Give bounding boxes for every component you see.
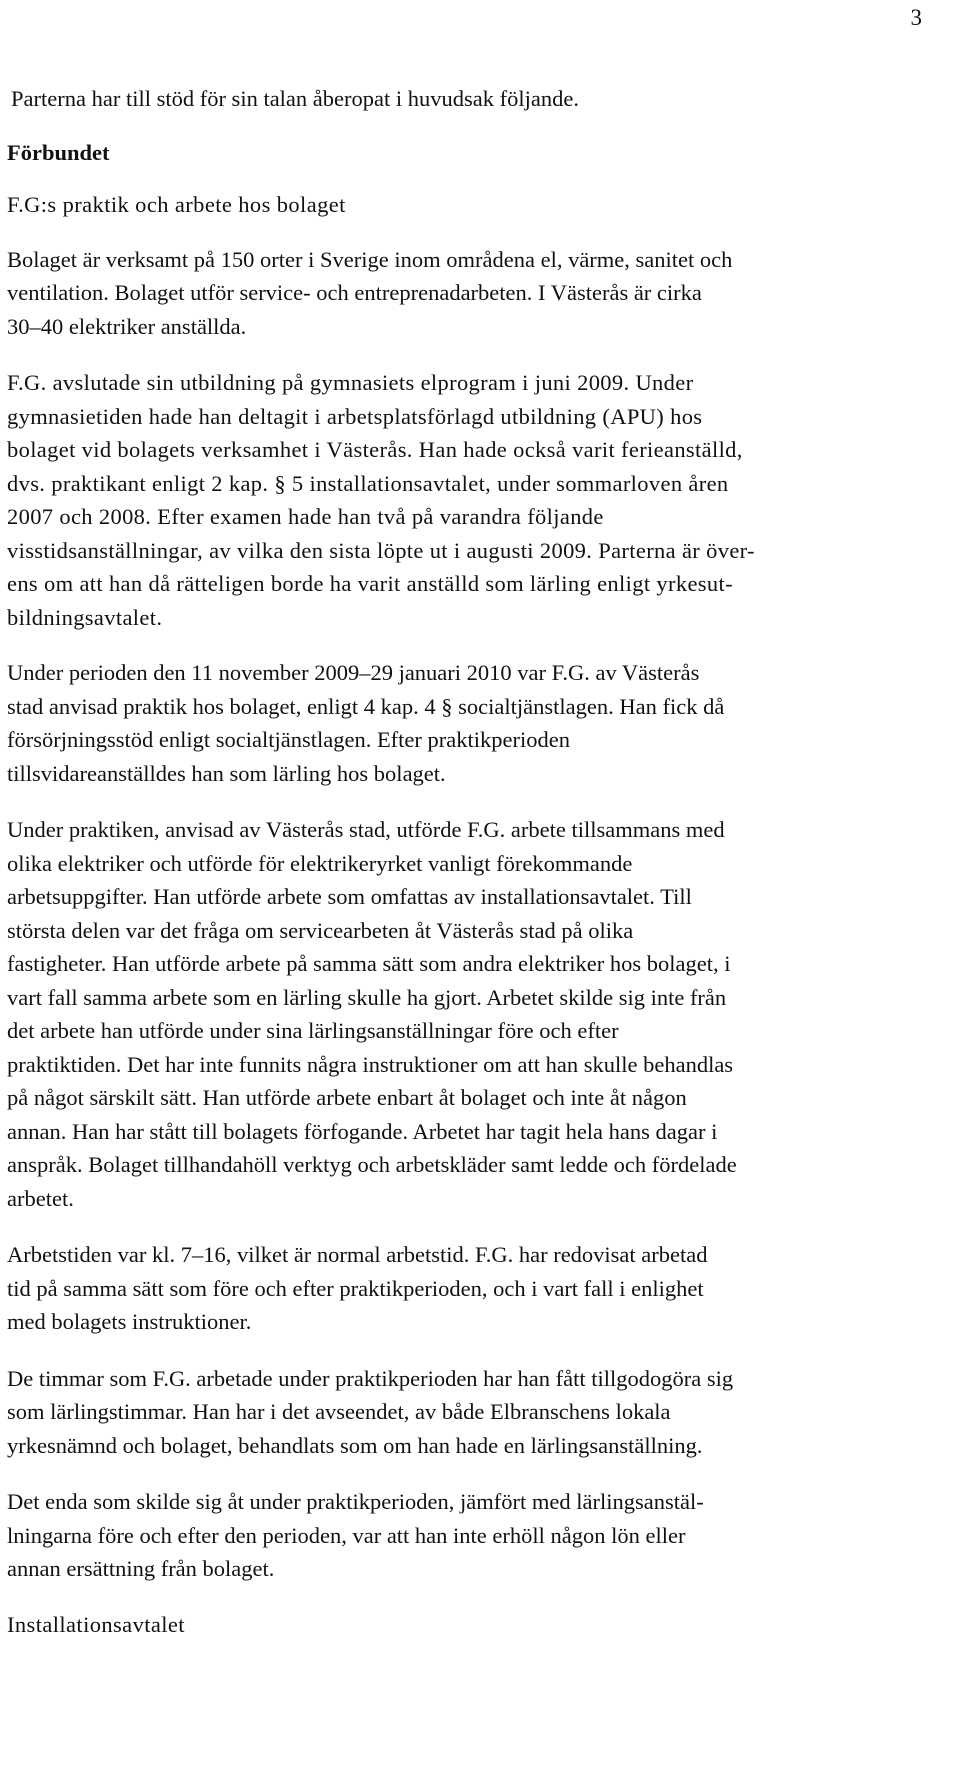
paragraph-apprentice-hours [7, 1362, 952, 1463]
paragraph-line: ventilation. Bolaget utför service- och entreprenadarbeten. I Västerås är cirka [7, 280, 702, 305]
paragraph-line: annan ersättning från bolaget. [7, 1556, 275, 1581]
paragraph-line: ens om att han då rätteligen borde ha varit anställd som lärling enligt yrkesut- [7, 571, 733, 596]
paragraph-line: arbetsuppgifter. Han utförde arbete som omfattas av installationsavtalet. Till [7, 884, 692, 909]
paragraph-line: Bolaget är verksamt på 150 orter i Sverige inom områdena el, värme, sanitet och [7, 246, 733, 272]
paragraph-line: lningarna före och efter den perioden, var att han inte erhöll någon lön eller [7, 1522, 686, 1548]
paragraph-line: annan. Han har stått till bolagets förfogande. Arbetet har tagit hela hans dagar i [7, 1118, 718, 1144]
page-number: 3 [910, 5, 922, 30]
paragraph-line: F.G. avslutade sin utbildning på gymnasiets elprogram i juni 2009. Under [7, 370, 694, 395]
paragraph-line: vart fall samma arbete som en lärling skulle ha gjort. Arbetet skilde sig inte från [7, 984, 727, 1010]
paragraph-line: visstidsanställningar, av vilka den sista löpte ut i augusti 2009. Parterna är över- [7, 537, 755, 563]
paragraph-line: som lärlingstimmar. Han har i det avseendet, av både Elbranschens lokala [7, 1399, 671, 1424]
final-section-heading: Installationsavtalet [7, 1611, 185, 1637]
paragraph-line: bildningsavtalet. [7, 604, 163, 630]
paragraph-line: praktiktiden. Det har inte funnits några instruktioner om att han skulle behandlas [7, 1051, 734, 1077]
paragraph-line: dvs. praktikant enligt 2 kap. § 5 installationsavtalet, under sommarloven åren [7, 470, 729, 496]
paragraph-line: 30–40 elektriker anställda. [7, 313, 247, 339]
paragraph-difference [7, 1485, 952, 1586]
paragraph-line: på något särskilt sätt. Han utförde arbete enbart åt bolaget och inte åt någon [7, 1085, 687, 1110]
paragraph-work-tasks [7, 813, 952, 1215]
paragraph-line: stad anvisad praktik hos bolaget, enligt 4 kap. 4 § socialtjänstlagen. Han fick då [7, 693, 725, 719]
document-body [7, 82, 952, 1641]
paragraph-internship-period [7, 656, 952, 790]
paragraph-line: det arbete han utförde under sina lärlingsanställningar före och efter [7, 1018, 619, 1043]
paragraph-line: gymnasietiden hade han deltagit i arbetsplatsförlagd utbildning (APU) hos [7, 403, 703, 429]
paragraph-line: försörjningsstöd enligt socialtjänstlagen. Efter praktikperioden [7, 727, 570, 752]
paragraph-line: 2007 och 2008. Efter examen hade han två på varandra följande [7, 504, 604, 529]
paragraph-line: Under perioden den 11 november 2009–29 januari 2010 var F.G. av Västerås [7, 660, 700, 685]
paragraph-line: De timmar som F.G. arbetade under praktikperioden har han fått tillgodogöra sig [7, 1365, 734, 1391]
paragraph-line: yrkesnämnd och bolaget, behandlats som om han hade en lärlingsanställning. [7, 1432, 703, 1458]
sub-heading: F.G:s praktik och arbete hos bolaget [7, 192, 346, 217]
paragraph-line: Under praktiken, anvisad av Västerås stad, utförde F.G. arbete tillsammans med [7, 817, 725, 842]
paragraph-line: arbetet. [7, 1185, 74, 1211]
section-heading: Förbundet [7, 139, 110, 165]
paragraph-line: med bolagets instruktioner. [7, 1309, 252, 1334]
paragraph-line: tillsvidareanställdes han som lärling hos bolaget. [7, 760, 446, 786]
paragraph-line: anspråk. Bolaget tillhandahöll verktyg och arbetskläder samt ledde och fördelade [7, 1152, 737, 1177]
paragraph-line: bolaget vid bolagets verksamhet i Västerås. Han hade också varit ferieanställd, [7, 437, 743, 462]
paragraph-company [7, 243, 952, 344]
paragraph-working-hours [7, 1238, 952, 1339]
paragraph-line: tid på samma sätt som före och efter praktikperioden, och i vart fall i enlighet [7, 1275, 704, 1301]
paragraph-line: Det enda som skilde sig åt under praktikperioden, jämfört med lärlingsanstäl- [7, 1489, 704, 1514]
paragraph-line: största delen var det fråga om servicearbeten åt Västerås stad på olika [7, 917, 634, 943]
paragraph-line: fastigheter. Han utförde arbete på samma sätt som andra elektriker hos bolaget, i [7, 951, 731, 976]
intro-sentence: Parterna har till stöd för sin talan åberopat i huvudsak följande. [11, 86, 579, 111]
paragraph-education [7, 366, 952, 634]
paragraph-line: olika elektriker och utförde för elektrikeryrket vanligt förekommande [7, 850, 633, 876]
paragraph-line: Arbetstiden var kl. 7–16, vilket är normal arbetstid. F.G. har redovisat arbetad [7, 1242, 708, 1267]
